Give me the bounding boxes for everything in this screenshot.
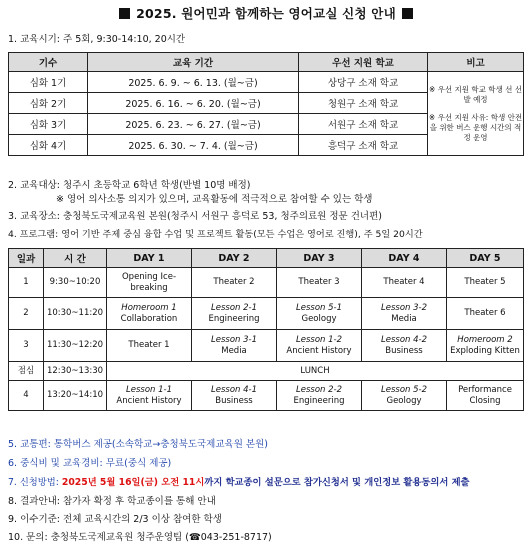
class-cell bbox=[277, 381, 362, 411]
lesson-code: Lesson 5-2 bbox=[381, 384, 427, 395]
item-meal: 6. 중식비 및 교육경비: 무료(중식 제공) bbox=[8, 458, 172, 469]
class-cell bbox=[447, 330, 524, 362]
class-cell bbox=[192, 330, 277, 362]
table-row bbox=[9, 330, 524, 362]
class-cell: Theater 6 bbox=[447, 298, 524, 330]
apply-docs: 참가신청서 및 개인정보 활용동의서 제출 bbox=[303, 477, 470, 488]
period-cell: 2025. 6. 30. ~ 7. 4. (월~금) bbox=[88, 135, 299, 156]
class-cell: Theater 5 bbox=[447, 268, 524, 298]
apply-mid: 까지 학교종이 설문으로 bbox=[204, 477, 304, 488]
cohort-cell: 심화 2기 bbox=[9, 93, 88, 114]
table-row bbox=[9, 268, 524, 298]
lesson-subject: Ancient History bbox=[286, 345, 352, 356]
lesson-code: Lesson 1-2 bbox=[296, 334, 342, 345]
item-schedule: 1. 교육시기: 주 5회, 9:30-14:10, 20시간 bbox=[8, 34, 186, 45]
lesson-code: Lesson 3-1 bbox=[211, 334, 257, 345]
lesson-code: Lesson 4-1 bbox=[211, 384, 257, 395]
item-apply bbox=[8, 474, 470, 488]
lesson-subject: Geology bbox=[386, 395, 422, 406]
col-header: 기수 bbox=[9, 53, 88, 72]
lesson-code: Homeroom 2 bbox=[457, 334, 513, 345]
title-text: 2025. 원어민과 함께하는 영어교실 신청 안내 bbox=[136, 6, 396, 21]
class-cell bbox=[277, 298, 362, 330]
table-row bbox=[9, 298, 524, 330]
col-header: 우선 지원 학교 bbox=[299, 53, 428, 72]
period-cell: 2025. 6. 23. ~ 6. 27. (월~금) bbox=[88, 114, 299, 135]
col-header: DAY 5 bbox=[447, 249, 524, 268]
square-bullet-icon bbox=[402, 8, 413, 19]
col-header: 교육 기간 bbox=[88, 53, 299, 72]
col-header: DAY 4 bbox=[362, 249, 447, 268]
page-title bbox=[0, 4, 532, 22]
lesson-code: Homeroom 1 bbox=[121, 302, 177, 313]
item-target-note: ※ 영어 의사소통 의지가 있으며, 교육활동에 적극적으로 참여할 수 있는 학생 bbox=[56, 194, 373, 205]
time-cell: 9:30~10:20 bbox=[44, 268, 107, 298]
lesson-code: Lesson 3-2 bbox=[381, 302, 427, 313]
square-bullet-icon bbox=[119, 8, 130, 19]
class-cell bbox=[362, 298, 447, 330]
school-cell: 상당구 소재 학교 bbox=[299, 72, 428, 93]
col-header: DAY 3 bbox=[277, 249, 362, 268]
item-contact: 10. 문의: 충청북도국제교육원 청주운영팀 (☎043-251-8717) bbox=[8, 532, 272, 543]
item-location: 3. 교육장소: 충청북도국제교육원 본원(청주시 서원구 흥덕로 53, 청주의료원 정문 건너편) bbox=[8, 211, 382, 222]
lesson-subject: Media bbox=[391, 313, 417, 324]
cohort-cell: 심화 3기 bbox=[9, 114, 88, 135]
remarks-cell bbox=[428, 72, 524, 156]
cohort-table bbox=[8, 52, 524, 156]
class-cell: Theater 3 bbox=[277, 268, 362, 298]
time-cell: 13:20~14:10 bbox=[44, 381, 107, 411]
time-cell: 10:30~11:20 bbox=[44, 298, 107, 330]
class-cell bbox=[192, 381, 277, 411]
time-cell: 12:30~13:30 bbox=[44, 362, 107, 381]
timetable bbox=[8, 248, 524, 411]
table-row bbox=[9, 72, 524, 93]
school-cell: 서원구 소재 학교 bbox=[299, 114, 428, 135]
class-cell: Opening Ice-breaking bbox=[107, 268, 192, 298]
item-result: 8. 결과안내: 참가자 확정 후 학교종이를 통해 안내 bbox=[8, 496, 216, 507]
lunch-row bbox=[9, 362, 524, 381]
lesson-code: Lesson 4-2 bbox=[381, 334, 427, 345]
lesson-subject: Engineering bbox=[208, 313, 260, 324]
item-target: 2. 교육대상: 청주시 초등학교 6학년 학생(반별 10명 배정) bbox=[8, 180, 251, 191]
class-cell bbox=[362, 381, 447, 411]
item-transport: 5. 교통편: 통학버스 제공(소속학교→충청북도국제교육원 본원) bbox=[8, 439, 268, 450]
lesson-subject: Media bbox=[221, 345, 247, 356]
apply-prefix: 7. 신청방법: bbox=[8, 477, 62, 488]
class-cell: Theater 2 bbox=[192, 268, 277, 298]
class-cell: Performance Closing bbox=[447, 381, 524, 411]
period-cell: 2025. 6. 16. ~ 6. 20. (월~금) bbox=[88, 93, 299, 114]
lesson-subject: Geology bbox=[301, 313, 337, 324]
col-header: 일과 bbox=[9, 249, 44, 268]
remark-note: ※ 우선 지원 사유: 학생 안전을 위한 버스 운행 시간의 적정 운영 bbox=[428, 112, 523, 142]
class-cell bbox=[107, 298, 192, 330]
lesson-code: Lesson 2-1 bbox=[211, 302, 257, 313]
item-criteria: 9. 이수기준: 전체 교육시간의 2/3 이상 참여한 학생 bbox=[8, 514, 222, 525]
period-no: 점심 bbox=[9, 362, 44, 381]
class-cell bbox=[362, 330, 447, 362]
school-cell: 흥덕구 소재 학교 bbox=[299, 135, 428, 156]
lesson-subject: Collaboration bbox=[120, 313, 178, 324]
time-cell: 11:30~12:20 bbox=[44, 330, 107, 362]
lunch-cell: LUNCH bbox=[107, 362, 524, 381]
class-cell bbox=[277, 330, 362, 362]
class-cell: Theater 4 bbox=[362, 268, 447, 298]
lesson-code: Lesson 1-1 bbox=[126, 384, 172, 395]
lesson-subject: Exploding Kitten bbox=[450, 345, 520, 356]
class-cell bbox=[107, 381, 192, 411]
remark-note: ※ 우선 지원 학교 학생 선 선발 예정 bbox=[428, 84, 523, 104]
period-cell: 2025. 6. 9. ~ 6. 13. (월~금) bbox=[88, 72, 299, 93]
apply-deadline: 2025년 5월 16일(금) 오전 11시 bbox=[61, 477, 205, 488]
period-no: 3 bbox=[9, 330, 44, 362]
lesson-code: Lesson 2-2 bbox=[296, 384, 342, 395]
table-row bbox=[9, 381, 524, 411]
cohort-cell: 심화 1기 bbox=[9, 72, 88, 93]
col-header: DAY 2 bbox=[192, 249, 277, 268]
lesson-subject: Engineering bbox=[293, 395, 345, 406]
cohort-cell: 심화 4기 bbox=[9, 135, 88, 156]
col-header: 비고 bbox=[428, 53, 524, 72]
item-program: 4. 프로그램: 영어 기반 주제 중심 융합 수업 및 프로젝트 활동(모든 수업은 영어로 진행), 주 5일 20시간 bbox=[8, 229, 423, 240]
school-cell: 청원구 소재 학교 bbox=[299, 93, 428, 114]
period-no: 2 bbox=[9, 298, 44, 330]
period-no: 1 bbox=[9, 268, 44, 298]
period-no: 4 bbox=[9, 381, 44, 411]
class-cell bbox=[192, 298, 277, 330]
lesson-subject: Business bbox=[215, 395, 253, 406]
col-header: DAY 1 bbox=[107, 249, 192, 268]
lesson-subject: Ancient History bbox=[116, 395, 182, 406]
lesson-subject: Business bbox=[385, 345, 423, 356]
lesson-code: Lesson 5-1 bbox=[296, 302, 342, 313]
class-cell: Theater 1 bbox=[107, 330, 192, 362]
col-header: 시 간 bbox=[44, 249, 107, 268]
